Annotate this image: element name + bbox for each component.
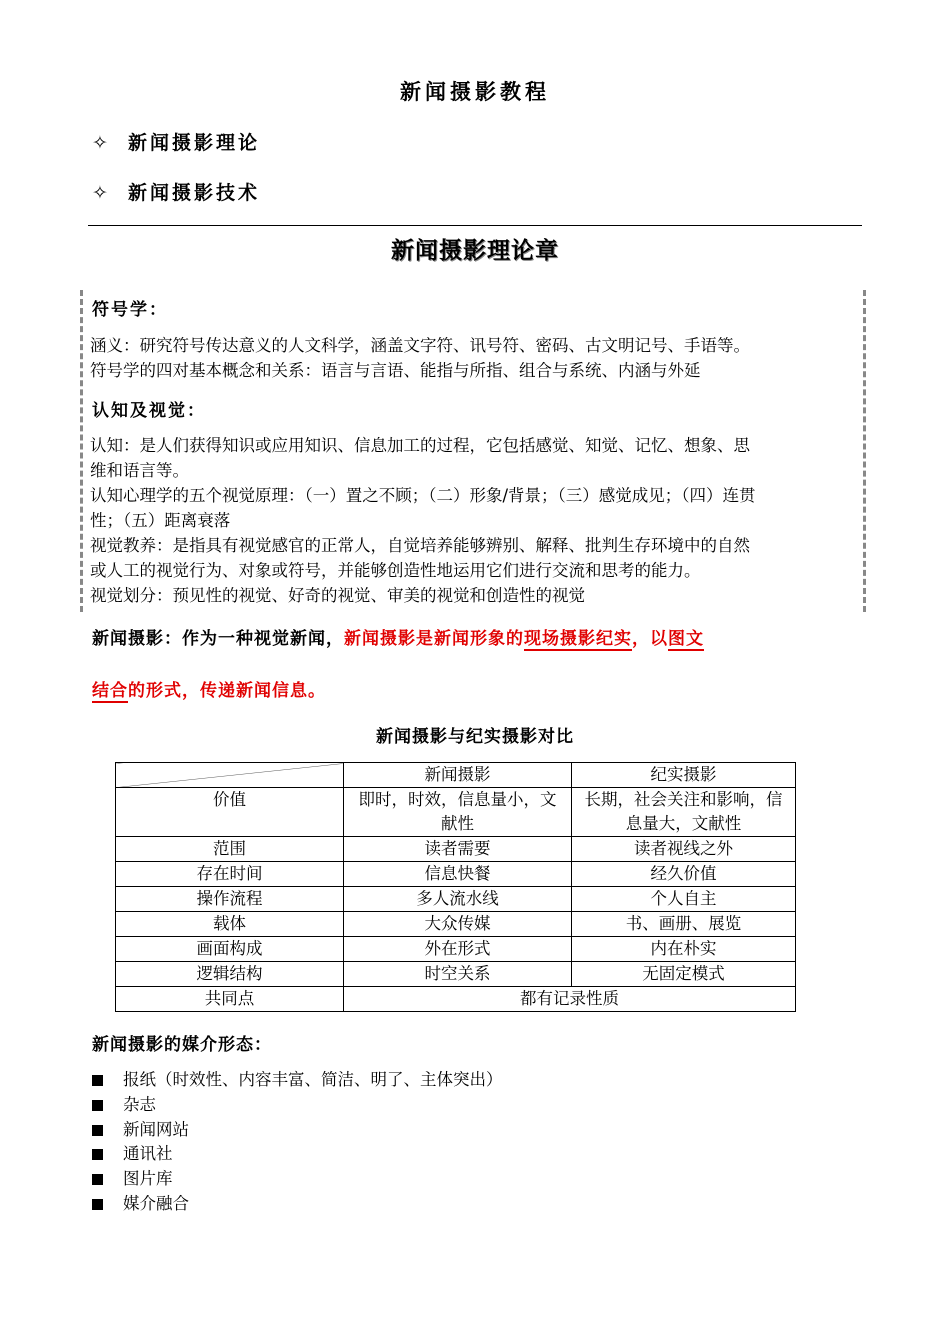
definition-highlight: ，以	[632, 629, 668, 649]
definition-key-term: 现场摄影纪实	[524, 629, 632, 649]
list-item	[92, 1118, 503, 1143]
media-forms-heading: 新闻摄影的媒介形态：	[92, 1035, 272, 1055]
table-cell: 读者视线之外	[572, 837, 796, 862]
list-item-label: 报纸（时效性、内容丰富、简洁、明了、主体突出）	[123, 1070, 503, 1089]
toc-item-label: 新闻摄影技术	[128, 182, 261, 204]
table-cell: 多人流水线	[344, 887, 572, 912]
star-icon: ✧	[92, 182, 111, 204]
table-row	[116, 837, 796, 862]
list-item	[92, 1192, 503, 1217]
text-line: 或人工的视觉行为、对象或符号，并能够创造性地运用它们进行交流和思考的能力。	[90, 561, 701, 580]
table-cell: 逻辑结构	[116, 962, 344, 987]
list-item-label: 图片库	[123, 1169, 173, 1189]
table-cell: 范围	[116, 837, 344, 862]
table-cell-merged: 都有记录性质	[344, 987, 796, 1012]
table-header: 纪实摄影	[572, 763, 796, 788]
text-line: 视觉划分：预见性的视觉、好奇的视觉、审美的视觉和创造性的视觉	[90, 586, 585, 605]
list-item	[92, 1142, 503, 1167]
table-row	[116, 887, 796, 912]
table-title: 新闻摄影与纪实摄影对比	[376, 727, 574, 747]
square-bullet-icon	[92, 1174, 103, 1185]
table-cell	[572, 788, 796, 837]
media-forms-list	[92, 1068, 503, 1217]
table-row	[116, 912, 796, 937]
table-cell: 个人自主	[572, 887, 796, 912]
table-cell: 存在时间	[116, 862, 344, 887]
star-icon: ✧	[92, 132, 111, 154]
list-item	[92, 1167, 503, 1192]
table-cell: 大众传媒	[344, 912, 572, 937]
cell-text: 即时，时效，信息量小，文献性	[358, 790, 557, 833]
table-cell: 价值	[116, 788, 344, 837]
cognition-body	[90, 433, 860, 608]
text-line: 认知：是人们获得知识或应用知识、信息加工的过程，它包括感觉、知觉、记忆、想象、思	[90, 436, 750, 455]
divider	[88, 225, 862, 226]
table-row-common	[116, 987, 796, 1012]
text-line: 维和语言等。	[90, 461, 189, 480]
table-cell: 读者需要	[344, 837, 572, 862]
text-line: 性；（五）距离衰落	[90, 511, 231, 530]
table-cell: 画面构成	[116, 937, 344, 962]
semiotics-body	[90, 333, 860, 383]
table-row	[116, 862, 796, 887]
table-cell: 书、画册、展览	[572, 912, 796, 937]
list-item-label: 新闻网站	[123, 1119, 189, 1139]
definition-lead: 新闻摄影：作为一种视觉新闻，	[92, 629, 344, 649]
list-item-label: 通讯社	[123, 1144, 173, 1164]
cell-text: 长期，社会关注和影响，信息量大，文献性	[584, 790, 783, 833]
square-bullet-icon	[92, 1199, 103, 1210]
list-item-label: 媒介融合	[123, 1193, 189, 1213]
table-header-row	[116, 763, 796, 788]
table-cell: 操作流程	[116, 887, 344, 912]
table-cell: 信息快餐	[344, 862, 572, 887]
table-row	[116, 962, 796, 987]
cognition-heading: 认知及视觉：	[92, 401, 206, 421]
frame-left-border	[80, 290, 87, 612]
table-cell: 共同点	[116, 987, 344, 1012]
table-cell: 经久价值	[572, 862, 796, 887]
table-header: 新闻摄影	[344, 763, 572, 788]
list-item	[92, 1093, 503, 1118]
definition-highlight: 的形式，传递新闻信息。	[128, 681, 326, 701]
document-title: 新闻摄影教程	[400, 79, 550, 104]
text-line: 视觉教养：是指具有视觉感官的正常人，自觉培养能够辨别、解释、批判生存环境中的自然	[90, 536, 750, 555]
news-photography-definition	[92, 613, 862, 717]
chapter-title: 新闻摄影理论章	[391, 238, 559, 264]
square-bullet-icon	[92, 1100, 103, 1111]
semiotics-heading: 符号学：	[92, 300, 168, 320]
table-cell: 外在形式	[344, 937, 572, 962]
text-line: 认知心理学的五个视觉原理：（一）置之不顾；（二）形象/背景；（三）感觉成见；（四）连贯	[90, 486, 756, 505]
text-line: 涵义：研究符号传达意义的人文科学，涵盖文字符、讯号符、密码、古文明记号、手语等。	[90, 336, 750, 355]
square-bullet-icon	[92, 1075, 103, 1086]
frame-right-border	[863, 290, 870, 612]
text-line: 符号学的四对基本概念和关系：语言与言语、能指与所指、组合与系统、内涵与外延	[90, 361, 701, 380]
square-bullet-icon	[92, 1125, 103, 1136]
toc-item-label: 新闻摄影理论	[128, 132, 261, 154]
toc-item-theory	[92, 128, 260, 155]
table-row	[116, 788, 796, 837]
table-row	[116, 937, 796, 962]
list-item-label: 杂志	[123, 1094, 156, 1114]
table-cell: 载体	[116, 912, 344, 937]
table-cell	[344, 788, 572, 837]
table-cell: 内在朴实	[572, 937, 796, 962]
definition-highlight: 新闻摄影是新闻形象的	[344, 629, 524, 649]
definition-key-term: 结合	[92, 681, 128, 701]
toc-item-technique	[92, 178, 260, 205]
square-bullet-icon	[92, 1149, 103, 1160]
table-cell: 时空关系	[344, 962, 572, 987]
comparison-table	[115, 762, 796, 1012]
table-corner-cell	[116, 763, 344, 788]
definition-key-term: 图文	[668, 629, 704, 649]
table-cell: 无固定模式	[572, 962, 796, 987]
list-item	[92, 1068, 503, 1093]
